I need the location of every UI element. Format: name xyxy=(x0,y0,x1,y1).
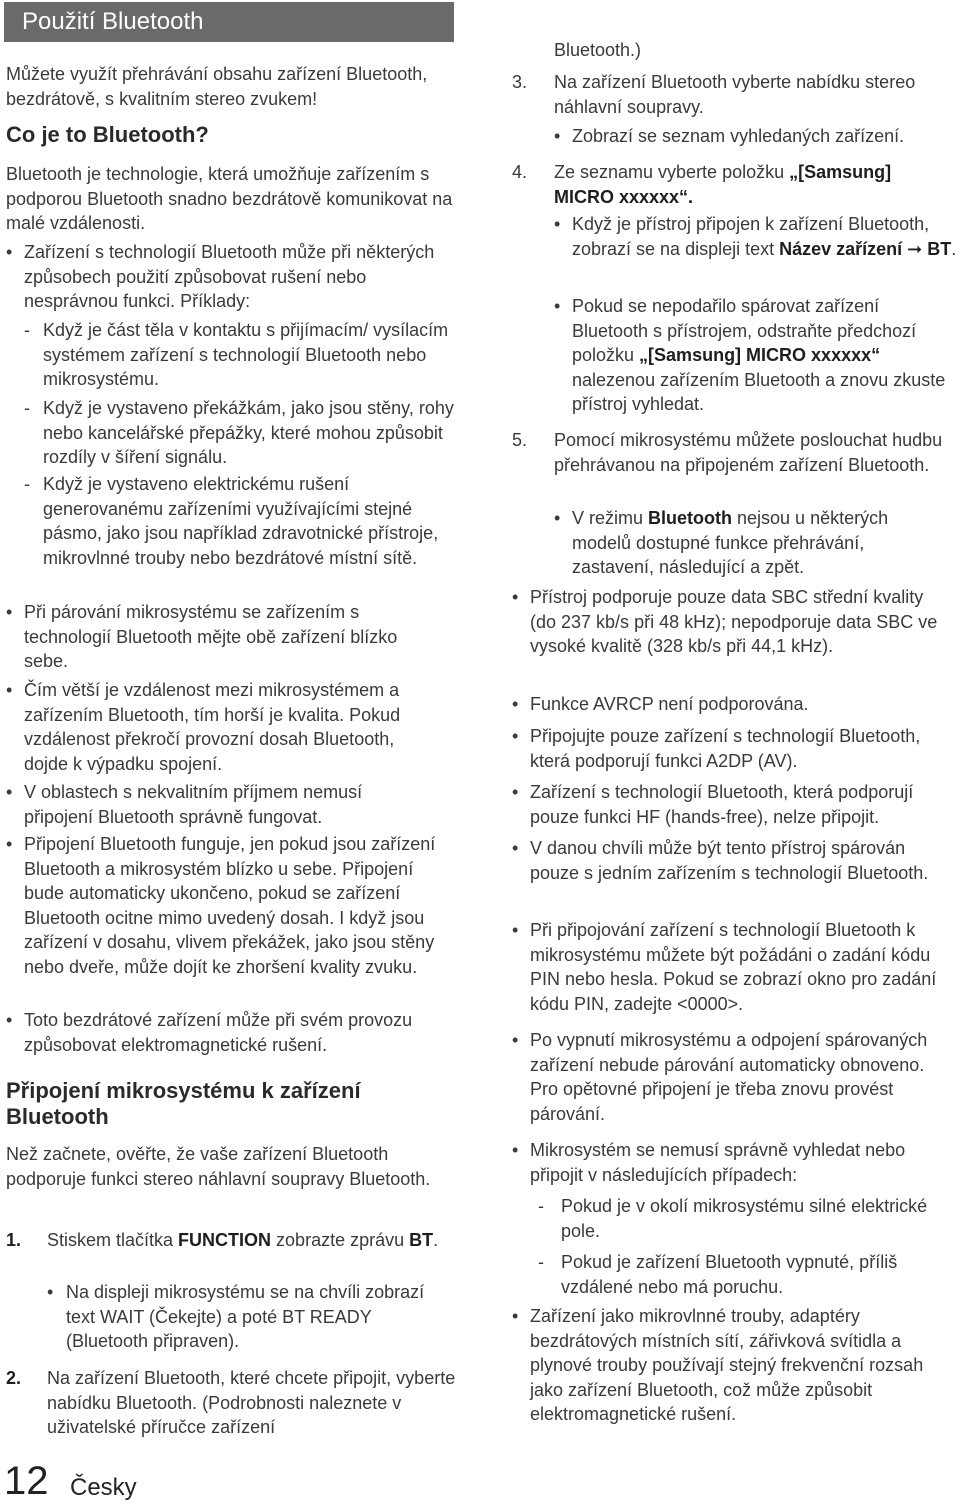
bullet-text: Mikrosystém se nemusí správně vyhledat nebo připojit v následujících případech: xyxy=(530,1140,906,1185)
bullet-mark: • xyxy=(6,1010,13,1030)
step-text-part: . xyxy=(433,1230,439,1250)
bullet-text: V danou chvíli může být tento přístroj spárován pouze s jedním zařízením s technologií Bluetooth. xyxy=(530,838,929,883)
step-5 xyxy=(512,428,946,477)
bullet-mark: • xyxy=(512,1140,519,1160)
bullet-text-part: . xyxy=(951,238,957,259)
bullet-text: Čím větší je vzdálenost mezi mikrosystémem a zařízením Bluetooth, tím horší je kvalita. Pokud vzdálenost překročí provozní dosah Bluetooth, dojde k výpadku spojení. xyxy=(24,680,401,774)
intro-text: Můžete využít přehrávání obsahu zařízení Bluetooth, bezdrátově, s kvalitním stereo zvukem! xyxy=(6,64,428,109)
bullet-item xyxy=(554,294,960,417)
bullet-item xyxy=(554,124,954,149)
bullet-mark: • xyxy=(512,1306,519,1326)
step-2-continued: Bluetooth.) xyxy=(554,40,642,60)
step-number: 1. xyxy=(6,1230,22,1250)
what-is-text: Bluetooth je technologie, která umožňuje zařízením s podporou Bluetooth snadno bezdrátově komunikovat na malé vzdálenosti. xyxy=(6,164,453,233)
bullet-item xyxy=(512,1028,952,1126)
section-title: Použití Bluetooth xyxy=(4,2,454,42)
step-text: Na zařízení Bluetooth, které chcete připojit, vyberte nabídku Bluetooth. (Podrobnosti naleznete v uživatelské příručce zařízení xyxy=(47,1368,456,1437)
step-text xyxy=(6,1228,456,1253)
step-3 xyxy=(512,70,956,119)
dash-mark: - xyxy=(24,398,30,418)
bullet-mark: • xyxy=(47,1282,54,1302)
dash-text: Když je vystaveno elektrickému rušení generovanému zařízeními využívajícími stejné pásmo, jako jsou například zdravotnické přístroje, mikrovlnné trouby nebo bezdrátové místní sítě. xyxy=(43,474,439,568)
dash-text: Když je vystaveno překážkám, jako jsou stěny, rohy nebo kancelářské přepážky, které mohou způsobit rozdíly v šíření signálu. xyxy=(43,398,454,467)
step-text: Pomocí mikrosystému můžete poslouchat hudbu přehrávanou na připojeném zařízení Bluetooth. xyxy=(554,430,943,475)
mode-label: Bluetooth xyxy=(648,508,733,528)
bullet-item xyxy=(512,918,944,1016)
bullet-text: Zařízení s technologií Bluetooth, která podporují pouze funkci HF (hands-free), nelze připojit. xyxy=(530,782,914,827)
bullet-mark: • xyxy=(554,126,561,146)
bullet-mark: • xyxy=(6,242,13,262)
display-text: Název zařízení ➞ BT xyxy=(779,238,952,259)
bullet-mark: • xyxy=(512,726,519,746)
dash-item xyxy=(538,1250,948,1299)
bullet-mark: • xyxy=(512,838,519,858)
bullet-item xyxy=(6,780,426,829)
bullet-item xyxy=(6,1008,458,1057)
heading-connect: Připojení mikrosystému k zařízení Bluetooth xyxy=(6,1078,361,1129)
bullet-item xyxy=(512,780,958,829)
bullet-item xyxy=(512,1304,960,1427)
dash-item xyxy=(24,396,460,470)
bullet-text: Na displeji mikrosystému se na chvíli zobrazí text WAIT (Čekejte) a poté BT READY (Bluetooth připraven). xyxy=(66,1282,425,1351)
bullet-item xyxy=(554,212,960,261)
bullet-text: Při párování mikrosystému se zařízením s technologií Bluetooth mějte obě zařízení blízko sebe. xyxy=(24,602,398,671)
connect-intro: Než začnete, ověřte, že vaše zařízení Bluetooth podporuje funkci stereo náhlavní soupravy Bluetooth. xyxy=(6,1144,431,1189)
bullet-text-part: V režimu xyxy=(572,508,649,528)
bullet-text xyxy=(554,294,960,417)
bullet-item xyxy=(6,240,452,314)
bullet-text: Po vypnutí mikrosystému a odpojení spárovaných zařízení nebude párování automaticky obnoveno. Pro opětovné připojení je třeba znovu provést párování. xyxy=(530,1030,928,1124)
step-text-part: zobrazte zprávu xyxy=(271,1230,405,1250)
bullet-mark: • xyxy=(512,694,519,714)
dash-mark: - xyxy=(538,1196,544,1216)
dash-mark: - xyxy=(24,474,30,494)
bullet-text xyxy=(554,212,960,261)
step-number: 5. xyxy=(512,430,528,450)
step-text: Na zařízení Bluetooth vyberte nabídku stereo náhlavní soupravy. xyxy=(554,72,916,117)
bullet-text-part: Pokud se nepodařilo spárovat zařízení Bluetooth s přístrojem, odstraňte předchozí položku xyxy=(572,296,917,365)
bullet-item xyxy=(6,600,446,674)
bullet-text: Toto bezdrátové zařízení může při svém provozu způsobovat elektromagnetické rušení. xyxy=(24,1010,413,1055)
bullet-text: V oblastech s nekvalitním příjmem nemusí připojení Bluetooth správně fungovat. xyxy=(24,782,363,827)
bullet-item xyxy=(512,1138,952,1187)
step-number: 3. xyxy=(512,72,528,92)
bt-label: BT xyxy=(409,1230,434,1250)
step-number: 2. xyxy=(6,1368,22,1388)
bullet-text-part: nalezenou zařízením Bluetooth a znovu zkuste přístroj vyhledat. xyxy=(572,369,946,414)
step-1 xyxy=(6,1228,456,1253)
bullet-item xyxy=(6,678,442,776)
bullet-text: Zařízení s technologií Bluetooth může při některých způsobech použití způsobovat rušení nebo nesprávnou funkci. Příklady: xyxy=(24,242,435,311)
bullet-mark: • xyxy=(512,782,519,802)
device-name: „[Samsung] MICRO xxxxxx“. xyxy=(554,162,892,207)
dash-item xyxy=(24,472,450,570)
bullet-text: Zařízení jako mikrovlnné trouby, adaptéry bezdrátových místních sítí, zářivková svítidla a plynové trouby používají stejný frekvenční rozsah jako zařízení Bluetooth, což může způsobit elektromagnetické rušení. xyxy=(530,1306,924,1424)
dash-mark: - xyxy=(24,320,30,340)
bullet-mark: • xyxy=(6,834,13,854)
page-language: Česky xyxy=(70,1474,137,1501)
function-key-label: FUNCTION xyxy=(178,1230,272,1250)
bullet-mark: • xyxy=(6,680,13,700)
step-text-part: Stiskem tlačítka xyxy=(47,1230,179,1250)
dash-text: Když je část těla v kontaktu s přijímacím/ vysílacím systémem zařízení s technologií Bluetooth nebo mikrosystému. xyxy=(43,320,449,389)
bullet-mark: • xyxy=(554,508,561,528)
bullet-text: Funkce AVRCP není podporována. xyxy=(530,694,809,714)
bullet-mark: • xyxy=(554,296,561,316)
step-text xyxy=(512,160,956,209)
bullet-text-part: Když je přístroj připojen k zařízení Bluetooth, zobrazí se na displeji text xyxy=(572,214,930,259)
bullet-item xyxy=(512,692,952,717)
bullet-text: Zobrazí se seznam vyhledaných zařízení. xyxy=(572,126,905,146)
bullet-mark: • xyxy=(6,782,13,802)
step-4 xyxy=(512,160,956,209)
dash-text: Pokud je zařízení Bluetooth vypnuté, příliš vzdálené nebo má poruchu. xyxy=(561,1252,898,1297)
bullet-item xyxy=(47,1280,447,1354)
heading-what-is-bluetooth: Co je to Bluetooth? xyxy=(6,122,209,147)
bullet-text xyxy=(554,506,934,580)
bullet-mark: • xyxy=(554,214,561,234)
bullet-item xyxy=(6,832,458,979)
bullet-text: Připojujte pouze zařízení s technologií Bluetooth, která podporují funkci A2DP (AV). xyxy=(530,726,921,771)
dash-item xyxy=(24,318,456,392)
dash-item xyxy=(538,1194,938,1243)
bullet-item xyxy=(512,585,942,659)
bullet-item xyxy=(512,836,950,885)
step-2 xyxy=(6,1366,456,1440)
bullet-mark: • xyxy=(512,587,519,607)
device-name: „[Samsung] MICRO xxxxxx“ xyxy=(639,345,881,365)
bullet-text: Při připojování zařízení s technologií Bluetooth k mikrosystému můžete být požádáni o zadání kódu PIN nebo hesla. Pokud se zobrazí okno pro zadání kódu PIN, zadejte <0000>. xyxy=(530,920,937,1014)
bullet-item xyxy=(554,506,934,580)
bullet-text-part: nejsou u některých modelů dostupné funkce přehrávání, zastavení, následující a zpět. xyxy=(572,508,889,577)
step-text-part: Ze seznamu vyberte položku xyxy=(554,162,790,182)
bullet-mark: • xyxy=(512,1030,519,1050)
bullet-text: Přístroj podporuje pouze data SBC střední kvality (do 237 kb/s při 48 kHz); nepodporuje data SBC ve vysoké kvalitě (328 kb/s při 44,1 kHz). xyxy=(530,587,938,656)
dash-text: Pokud je v okolí mikrosystému silné elektrické pole. xyxy=(561,1196,928,1241)
dash-mark: - xyxy=(538,1252,544,1272)
bullet-mark: • xyxy=(6,602,13,622)
bullet-item xyxy=(512,724,960,773)
bullet-text: Připojení Bluetooth funguje, jen pokud jsou zařízení Bluetooth a mikrosystém blízko u sebe. Připojení bude automaticky ukončeno, pokud se zařízení Bluetooth ocitne mimo uvedený dosah. I když jsou zařízení v dosahu, vlivem překážek, jako jsou stěny nebo dveře, může dojít ke zhoršení kvality zvuku. xyxy=(24,834,436,977)
step-number: 4. xyxy=(512,162,528,182)
page-number: 12 xyxy=(4,1459,49,1503)
bullet-mark: • xyxy=(512,920,519,940)
